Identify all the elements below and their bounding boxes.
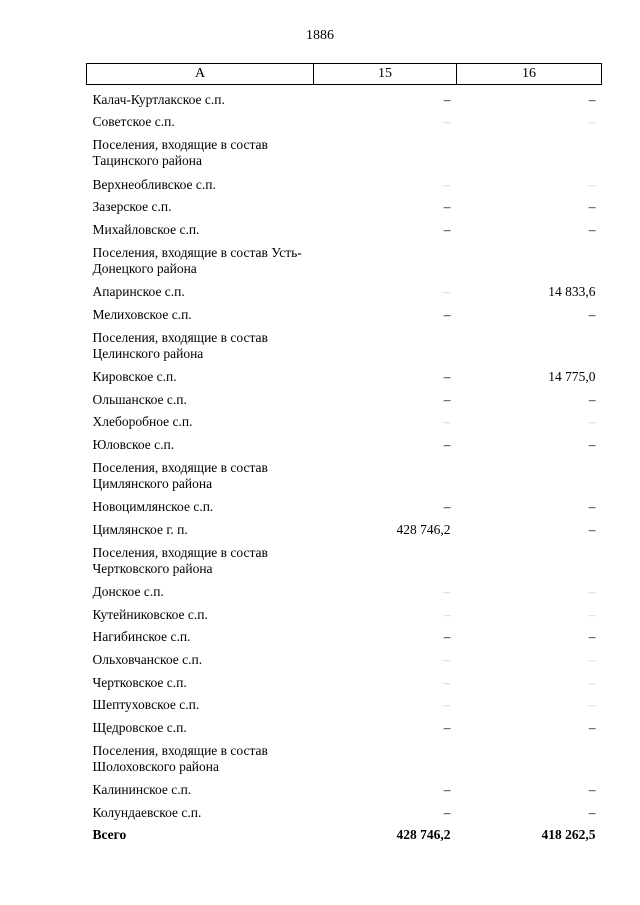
table-row: [87, 578, 602, 601]
table-row: [87, 713, 602, 736]
table-group-row: [87, 736, 602, 776]
settlement-name-cell: Ольховчанское с.п.: [92, 652, 203, 668]
settlement-name-cell: Цимлянское г. п.: [92, 521, 188, 537]
settlement-name-cell: Юловское с.п.: [92, 436, 175, 452]
table-row: [87, 408, 602, 431]
value-cell-16: 14 833,6: [548, 284, 596, 300]
settlement-name-cell: Зазерское с.п.: [92, 199, 172, 215]
value-cell-15: [314, 736, 457, 776]
table-row: [87, 170, 602, 193]
value-cell-15: –: [443, 719, 451, 735]
value-cell-16: –: [588, 199, 596, 215]
settlement-name-cell: Ольшанское с.п.: [92, 391, 187, 407]
value-cell-16: [457, 538, 602, 578]
value-cell-16: –: [588, 719, 596, 735]
value-cell-16: –: [588, 176, 596, 192]
table-row: [87, 691, 602, 714]
value-cell-15: [314, 238, 457, 278]
table-header: [87, 64, 602, 85]
table-row: [87, 798, 602, 821]
table-group-row: [87, 130, 602, 170]
value-cell-16: –: [588, 114, 596, 130]
value-cell-15: –: [443, 674, 451, 690]
settlement-name-cell: Шептуховское с.п.: [92, 697, 200, 713]
settlement-name-cell: Апаринское с.п.: [92, 284, 185, 300]
value-cell-15: –: [443, 782, 451, 798]
value-cell-16: –: [588, 674, 596, 690]
table-group-row: [87, 453, 602, 493]
table-group-row: [87, 538, 602, 578]
settlement-name-cell: Хлеборобное с.п.: [92, 414, 193, 430]
value-cell-16: –: [588, 499, 596, 515]
settlement-name-cell: Кировское с.п.: [92, 369, 177, 385]
settlement-name-cell: Щедровское с.п.: [92, 719, 187, 735]
value-cell-16: [457, 238, 602, 278]
value-cell-15: –: [443, 114, 451, 130]
table-group-row: [87, 323, 602, 363]
value-cell-16: [457, 130, 602, 170]
settlement-name-cell: Калач-Куртлакское с.п.: [92, 91, 225, 107]
table-row: [87, 515, 602, 538]
table-row: [87, 300, 602, 323]
page-number: 1886: [306, 28, 334, 43]
value-cell-15: –: [443, 697, 451, 713]
value-cell-15: [314, 130, 457, 170]
value-cell-16: –: [588, 606, 596, 622]
table-row: [87, 623, 602, 646]
settlement-name-cell: Советское с.п.: [92, 114, 175, 130]
settlement-name-cell: Новоцимлянское с.п.: [92, 499, 214, 515]
value-cell-15: –: [443, 804, 451, 820]
column-header-15: 15: [314, 64, 457, 85]
column-header-a: А: [87, 64, 314, 85]
value-cell-16: 14 775,0: [548, 369, 596, 385]
settlement-name-cell: Кутейниковское с.п.: [92, 606, 208, 622]
table-row: [87, 385, 602, 408]
value-cell-15: –: [443, 199, 451, 215]
value-cell-16: –: [588, 697, 596, 713]
total-label-cell: Всего: [92, 827, 127, 843]
settlement-name-cell: Мелиховское с.п.: [92, 306, 192, 322]
value-cell-16: –: [588, 629, 596, 645]
value-cell-15: –: [443, 176, 451, 192]
value-cell-16: –: [588, 391, 596, 407]
table-row: [87, 363, 602, 386]
value-cell-15: –: [443, 436, 451, 452]
group-heading-cell: Поселения, входящие в состав Целинского района: [92, 329, 268, 361]
table-row: [87, 645, 602, 668]
table-row: [87, 430, 602, 453]
value-cell-15: –: [443, 652, 451, 668]
total-value-cell-15: 428 746,2: [396, 827, 451, 843]
value-cell-16: [457, 323, 602, 363]
value-cell-15: –: [443, 284, 451, 300]
value-cell-15: –: [443, 306, 451, 322]
table-row: [87, 85, 602, 108]
settlement-name-cell: Чертковское с.п.: [92, 674, 187, 690]
table-body: [87, 85, 602, 844]
settlement-name-cell: Нагибинское с.п.: [92, 629, 191, 645]
value-cell-15: –: [443, 606, 451, 622]
value-cell-16: –: [588, 306, 596, 322]
table-row: [87, 600, 602, 623]
value-cell-15: 428 746,2: [396, 521, 451, 537]
settlement-name-cell: Донское с.п.: [92, 584, 164, 600]
value-cell-15: [314, 538, 457, 578]
value-cell-16: –: [588, 436, 596, 452]
value-cell-16: [457, 453, 602, 493]
total-value-cell-16: 418 262,5: [541, 827, 596, 843]
total-row: [87, 821, 602, 844]
value-cell-16: –: [588, 521, 596, 537]
group-heading-cell: Поселения, входящие в состав Чертковского района: [92, 544, 268, 576]
value-cell-15: –: [443, 369, 451, 385]
value-cell-15: –: [443, 91, 451, 107]
value-cell-16: –: [588, 91, 596, 107]
settlement-name-cell: Калининское с.п.: [92, 782, 192, 798]
value-cell-16: [457, 736, 602, 776]
group-heading-cell: Поселения, входящие в состав Шолоховского района: [92, 742, 268, 774]
table-group-row: [87, 238, 602, 278]
group-heading-cell: Поселения, входящие в состав Тацинского района: [92, 136, 268, 168]
value-cell-16: –: [588, 782, 596, 798]
table-row: [87, 193, 602, 216]
table-row: [87, 215, 602, 238]
table-row: [87, 668, 602, 691]
value-cell-16: –: [588, 414, 596, 430]
group-heading-cell: Поселения, входящие в состав Усть-Донецкого района: [92, 244, 302, 276]
table-row: [87, 108, 602, 131]
settlement-name-cell: Михайловское с.п.: [92, 221, 200, 237]
value-cell-15: –: [443, 221, 451, 237]
value-cell-15: [314, 323, 457, 363]
value-cell-15: –: [443, 391, 451, 407]
value-cell-15: –: [443, 499, 451, 515]
column-header-16: 16: [457, 64, 602, 85]
table-row: [87, 278, 602, 301]
value-cell-16: –: [588, 652, 596, 668]
value-cell-16: –: [588, 221, 596, 237]
value-cell-15: –: [443, 414, 451, 430]
value-cell-16: –: [588, 584, 596, 600]
table-row: [87, 493, 602, 516]
group-heading-cell: Поселения, входящие в состав Цимлянского района: [92, 459, 268, 491]
budget-table: [86, 63, 602, 843]
value-cell-15: [314, 453, 457, 493]
settlement-name-cell: Колундаевское с.п.: [92, 804, 202, 820]
value-cell-16: –: [588, 804, 596, 820]
value-cell-15: –: [443, 629, 451, 645]
table-row: [87, 776, 602, 799]
value-cell-15: –: [443, 584, 451, 600]
settlement-name-cell: Верхнеобливское с.п.: [92, 176, 216, 192]
